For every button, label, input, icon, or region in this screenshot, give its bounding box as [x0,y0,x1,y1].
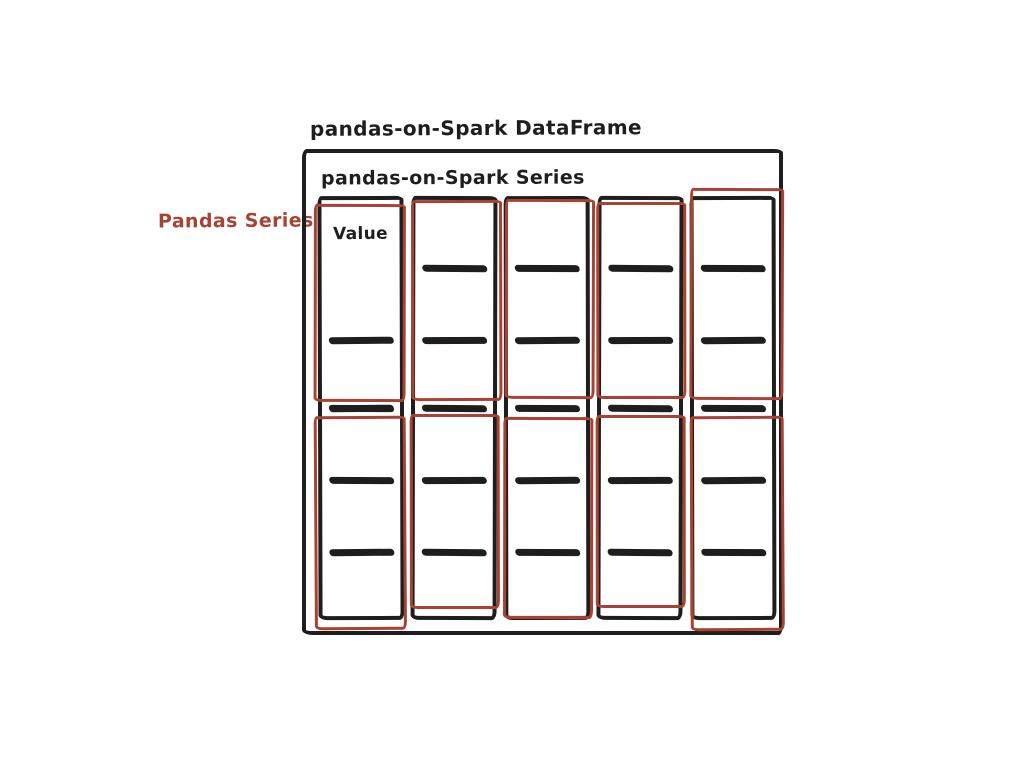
row-value-dash [608,337,673,344]
dataframe-column [504,196,591,620]
dataframe-column [317,196,404,620]
row-value-dash [515,337,580,345]
row-value-dash [701,477,766,485]
pandas-series-highlight-top [314,204,406,402]
dataframe-column [690,196,777,620]
dataframe-column [596,196,683,620]
pandas-on-spark-series-label: pandas-on-Spark Series [320,166,585,190]
row-value-dash [422,405,487,413]
row-value-dash [608,477,673,484]
row-value-dash [329,477,394,484]
row-value-dash [515,265,580,272]
pandas-series-highlight-bottom [314,416,407,631]
row-value-dash [422,549,487,557]
row-value-dash [608,549,673,557]
pandas-series-highlight-top [411,200,502,401]
pandas-series-highlight-top [505,199,596,399]
row-value-dash [329,549,394,557]
pandas-series-highlight-top [596,202,686,399]
row-value-dash [422,477,487,484]
row-value-dash [515,549,580,556]
row-value-dash [701,405,766,412]
pandas-series-label: Pandas Series [157,209,314,233]
row-value-dash [515,477,580,485]
row-value-dash [701,265,766,272]
pandas-series-highlight-bottom [503,417,593,619]
dataframe-title: pandas-on-Spark DataFrame [309,115,643,141]
row-value-dash [515,405,580,412]
pandas-series-highlight-bottom [410,414,500,609]
row-value-dash [329,405,394,413]
pandas-series-highlight-top [689,188,784,400]
row-value-dash [422,337,487,344]
row-value-dash [608,405,673,413]
row-value-dash [422,265,487,273]
row-value-dash [329,337,394,345]
row-value-dash [701,549,766,556]
dataframe-column [411,196,498,620]
row-value-dash [701,337,766,345]
column-header-value: Value [332,223,389,245]
pandas-series-highlight-bottom [596,415,686,608]
row-value-dash [608,265,673,273]
pandas-series-highlight-bottom [690,416,785,632]
